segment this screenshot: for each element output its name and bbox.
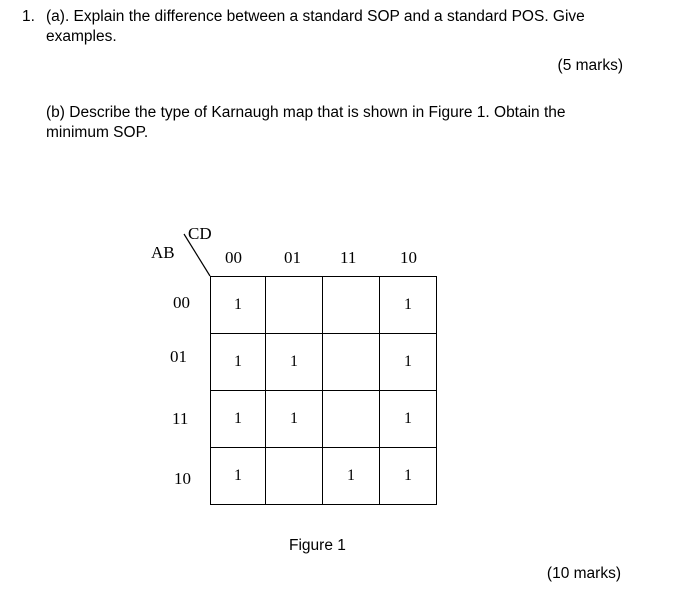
question-number: 1.: [22, 8, 35, 25]
part-a-marks: (5 marks): [557, 57, 623, 74]
part-b-text-line1: (b) Describe the type of Karnaugh map that is shown in Figure 1. Obtain the: [46, 104, 566, 121]
kmap-grid: [210, 276, 437, 505]
kmap-col-var-label: CD: [188, 224, 212, 243]
kmap-row-header: 00: [173, 293, 190, 312]
kmap-cell: [323, 334, 380, 391]
kmap-cell: 1: [266, 391, 323, 448]
kmap-cell: 1: [380, 334, 437, 391]
kmap-cell: 1: [211, 391, 266, 448]
kmap-cell: [266, 277, 323, 334]
kmap-row: [211, 277, 437, 334]
kmap-row-header: 10: [174, 469, 191, 488]
kmap-row-var-label: AB: [151, 243, 175, 262]
kmap-cell: 1: [211, 448, 266, 505]
kmap-row: [211, 334, 437, 391]
kmap-col-header: 10: [400, 248, 417, 267]
kmap-cell: 1: [380, 277, 437, 334]
kmap-cell: [323, 391, 380, 448]
figure-caption: Figure 1: [289, 537, 346, 554]
kmap-cell: 1: [211, 334, 266, 391]
kmap-row: [211, 448, 437, 505]
kmap-cell: 1: [266, 334, 323, 391]
kmap-cell: 1: [211, 277, 266, 334]
kmap-cell: [323, 277, 380, 334]
part-b-text-line2: minimum SOP.: [46, 124, 149, 141]
part-a-text-line1: (a). Explain the difference between a standard SOP and a standard POS. Give: [46, 8, 585, 25]
kmap-cell: 1: [323, 448, 380, 505]
part-b-marks: (10 marks): [546, 565, 621, 582]
kmap-row-header: 11: [172, 409, 189, 428]
kmap-cell: [266, 448, 323, 505]
kmap-row-header: 01: [170, 347, 187, 366]
kmap-cell: 1: [380, 448, 437, 505]
part-a-text-line2: examples.: [46, 28, 117, 45]
kmap-col-header: 11: [340, 248, 357, 267]
kmap-row: [211, 391, 437, 448]
kmap-cell: 1: [380, 391, 437, 448]
kmap-col-header: 00: [225, 248, 242, 267]
kmap-col-header: 01: [284, 248, 301, 267]
